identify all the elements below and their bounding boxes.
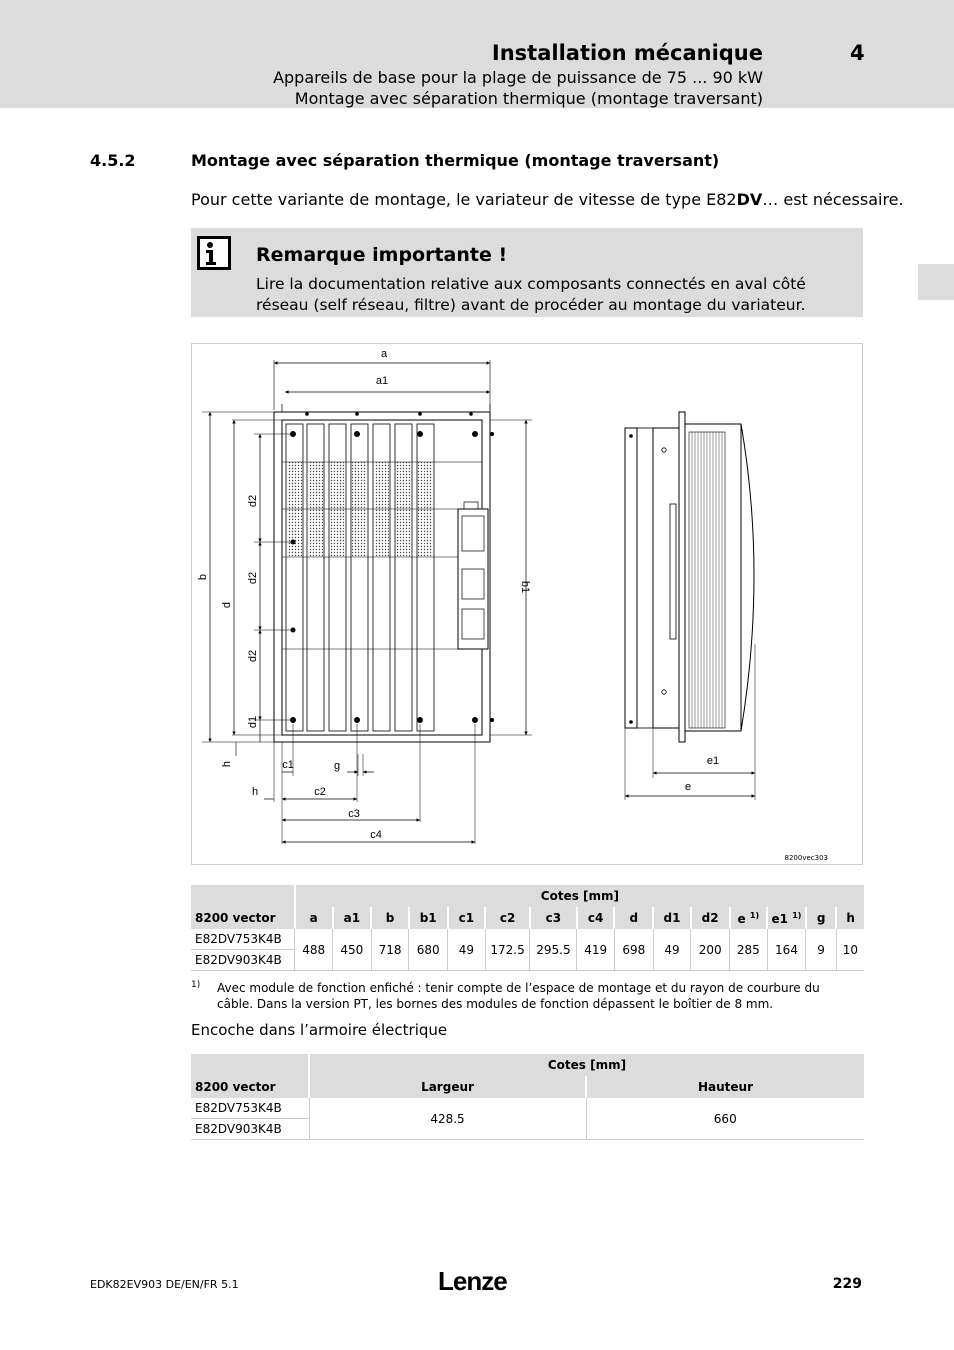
table1-model-2: E82DV903K4B <box>191 950 295 971</box>
table1-col-e: e $^{1)}$ <box>730 907 768 929</box>
label-a: a <box>380 348 388 360</box>
table1-value-c2: 172.5 <box>485 929 530 971</box>
label-h-vert: h <box>221 760 233 768</box>
dimensions-table <box>191 885 864 971</box>
table2-col-height: Hauteur <box>586 1076 864 1098</box>
table1-value-d: 698 <box>614 929 653 971</box>
label-e: e <box>684 781 692 793</box>
table1-col-d: d <box>614 907 653 929</box>
table1-col-b: b <box>371 907 409 929</box>
table1-col-a1: a1 <box>333 907 372 929</box>
table2-row-header: 8200 vector <box>191 1076 309 1098</box>
table1-col-b1: b1 <box>409 907 448 929</box>
label-c2: c2 <box>314 786 326 798</box>
cutout-table <box>191 1054 864 1140</box>
page-header <box>0 0 954 108</box>
important-note <box>191 228 863 317</box>
table1-value-c3: 295.5 <box>530 929 577 971</box>
table1-value-b: 718 <box>371 929 409 971</box>
chapter-title: Installation mécanique <box>491 41 763 65</box>
table1-col-c4: c4 <box>577 907 615 929</box>
table1-col-c1: c1 <box>448 907 486 929</box>
table1-value-g: 9 <box>806 929 837 971</box>
table1-value-b1: 680 <box>409 929 448 971</box>
section-title: Montage avec séparation thermique (montage traversant) <box>191 151 720 170</box>
table1-col-c2: c2 <box>485 907 530 929</box>
cutout-heading: Encoche dans l’armoire électrique <box>191 1021 448 1039</box>
page-number: 229 <box>832 1276 862 1292</box>
label-b1: b1 <box>519 580 531 594</box>
table1-value-d1: 49 <box>653 929 691 971</box>
table1-value-e1: 164 <box>767 929 806 971</box>
table1-row-header: 8200 vector <box>191 907 295 929</box>
document-code: EDK82EV903 DE/EN/FR 5.1 <box>90 1278 239 1291</box>
footnote-text: Avec module de fonction enfiché : tenir compte de l’espace de montage et du rayon de courbure du câble. Dans la version PT, les bornes des modules de fonction dépassent le boîtier de 8 mm. <box>217 981 820 1011</box>
note-title: Remarque importante ! <box>256 244 508 266</box>
note-text: Lire la documentation relative aux composants connectés en aval côté réseau (self réseau, filtre) avant de procéder au montage du variateur. <box>256 275 806 314</box>
table2-model-1: E82DV753K4B <box>191 1098 309 1119</box>
section-number: 4.5.2 <box>90 151 136 170</box>
table1-col-d2: d2 <box>691 907 730 929</box>
table1-footnote-ref: 1) <box>749 910 760 920</box>
label-c4: c4 <box>370 829 382 841</box>
table2-model-2: E82DV903K4B <box>191 1119 309 1140</box>
table1-value-c4: 419 <box>577 929 615 971</box>
chapter-number: 4 <box>850 41 865 65</box>
drawing-svg <box>192 344 861 863</box>
table1-footnote-ref: 1) <box>792 910 802 920</box>
info-icon <box>197 236 231 270</box>
table1-value-a: 488 <box>295 929 333 971</box>
header-subtitle-1: Appareils de base pour la plage de puissance de 75 ... 90 kW <box>273 68 763 87</box>
table1-value-a1: 450 <box>333 929 372 971</box>
table2-width-value: 428.5 <box>309 1098 586 1140</box>
table2-col-width: Largeur <box>309 1076 586 1098</box>
label-c1: c1 <box>282 759 294 771</box>
header-subtitle-2: Montage avec séparation thermique (montage traversant) <box>294 89 763 108</box>
table1-value-h: 10 <box>836 929 864 971</box>
table1-value-e: 285 <box>730 929 768 971</box>
footnote-mark: 1) <box>191 980 201 990</box>
label-g: g <box>333 760 341 772</box>
table1-value-d2: 200 <box>691 929 730 971</box>
lenze-logo: Lenze <box>438 1266 507 1296</box>
label-c3: c3 <box>348 808 360 820</box>
intro-text: Pour cette variante de montage, le variateur de vitesse de type E82DV… est nécessaire. <box>191 190 904 209</box>
table1-col-c3: c3 <box>530 907 577 929</box>
table1-col-a: a <box>295 907 333 929</box>
figure-id: 8200vec303 <box>784 854 828 862</box>
label-d2-2: d2 <box>247 571 259 585</box>
table1-col-g: g <box>806 907 837 929</box>
label-a1: a1 <box>375 375 389 387</box>
dimension-drawing <box>191 343 863 865</box>
table1-col-h: h <box>836 907 864 929</box>
table1-col-d1: d1 <box>653 907 691 929</box>
table1-model-1: E82DV753K4B <box>191 929 295 950</box>
label-d2-3: d2 <box>247 649 259 663</box>
label-h: h <box>251 786 259 798</box>
table2-group-header: Cotes [mm] <box>309 1054 864 1076</box>
label-d2-1: d2 <box>247 494 259 508</box>
table1-col-e1: e1 $^{1)}$ <box>767 907 806 929</box>
table1-group-header: Cotes [mm] <box>295 885 864 907</box>
table2-height-value: 660 <box>586 1098 864 1140</box>
label-d1: d1 <box>247 715 259 729</box>
label-d: d <box>221 601 233 609</box>
side-chapter-tab <box>918 264 954 300</box>
label-b: b <box>197 573 209 581</box>
table1-value-c1: 49 <box>448 929 486 971</box>
label-e1: e1 <box>706 755 720 767</box>
